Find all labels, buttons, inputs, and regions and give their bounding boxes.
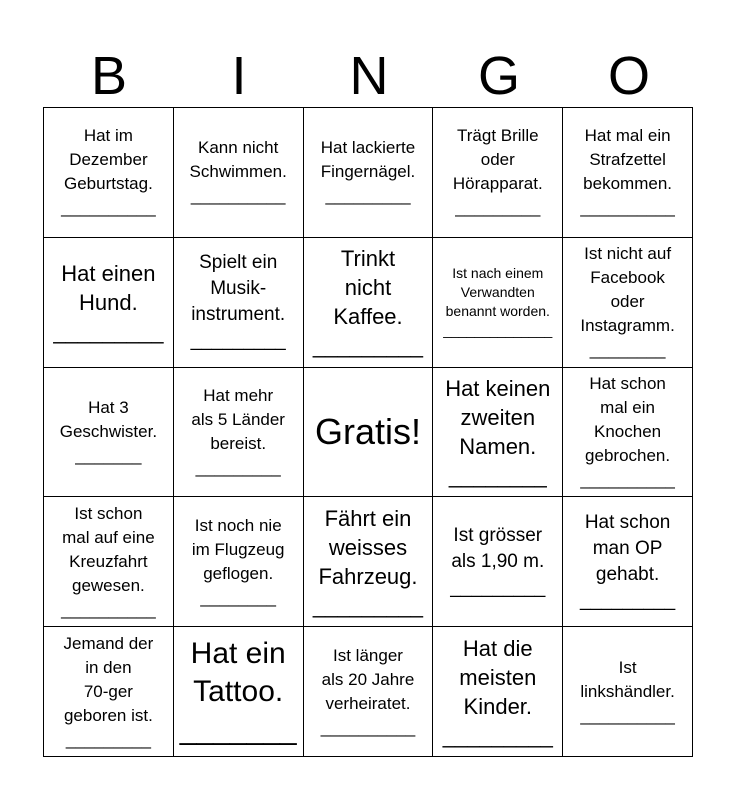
signature-line: __________ — [190, 186, 286, 206]
bingo-cell[interactable] — [44, 368, 174, 498]
bingo-cell[interactable] — [174, 368, 304, 498]
cell-text: Gratis! — [314, 410, 421, 452]
bingo-cell[interactable] — [44, 627, 174, 757]
signature-line: _________ — [325, 186, 411, 206]
bingo-cell[interactable] — [44, 497, 174, 627]
cell-text: Hat lackierte Fingernägel. — [320, 138, 416, 182]
bingo-title — [44, 44, 694, 108]
signature-line: ________ — [448, 462, 547, 488]
cell-text: Ist schon mal auf eine Kreuzfahrt gewesen. — [62, 503, 155, 595]
bingo-cell[interactable] — [174, 238, 304, 368]
bingo-cell[interactable] — [433, 238, 563, 368]
title-letter-g: G — [477, 46, 520, 106]
bingo-cell[interactable] — [433, 368, 563, 498]
cell-text: Hat mal ein Strafzettel bekommen. — [583, 126, 672, 194]
cell-text: Trinkt nicht Kaffee. — [333, 246, 403, 330]
signature-line: __________ — [580, 705, 675, 725]
bingo-cell[interactable] — [563, 627, 693, 757]
bingo-cell[interactable] — [304, 108, 434, 238]
cell-text: Ist noch nie im Flugzeug geflogen. — [191, 515, 285, 583]
bingo-cell[interactable] — [433, 497, 563, 627]
signature-line: _________ — [455, 198, 541, 218]
bingo-cell[interactable] — [304, 627, 434, 757]
bingo-cell[interactable] — [563, 368, 693, 498]
cell-text: Ist grösser als 1,90 m. — [451, 524, 545, 572]
signature-line: _________ — [312, 333, 424, 359]
signature-line: _________ — [580, 589, 676, 611]
bingo-cell[interactable] — [44, 238, 174, 368]
bingo-cell[interactable] — [433, 627, 563, 757]
bingo-cell[interactable] — [44, 108, 174, 238]
signature-line: _________ — [450, 576, 546, 598]
cell-text: Spielt ein Musik- instrument. — [191, 252, 286, 326]
bingo-cell[interactable] — [304, 238, 434, 368]
signature-line: __________ — [320, 717, 416, 737]
bingo-cell[interactable] — [563, 108, 693, 238]
cell-text: Hat ein Tattoo. — [190, 636, 286, 708]
cell-text: Hat die meisten Kinder. — [459, 635, 537, 719]
title-letter-o: O — [607, 46, 650, 106]
signature-line: ______________ — [443, 322, 553, 339]
cell-text: Kann nicht Schwimmen. — [189, 138, 287, 182]
signature-line: _________ — [190, 330, 286, 352]
signature-line: _________ — [312, 592, 424, 618]
cell-text: Hat keinen zweiten Namen. — [445, 375, 551, 459]
bingo-cell[interactable] — [563, 238, 693, 368]
bingo-cell[interactable] — [174, 108, 304, 238]
bingo-cell[interactable] — [433, 108, 563, 238]
cell-text: Ist nicht auf Facebook oder Instagramm. — [580, 244, 675, 336]
title-letter-n: N — [349, 46, 389, 106]
bingo-cell[interactable] — [563, 497, 693, 627]
cell-text: Trägt Brille oder Hörapparat. — [452, 126, 543, 194]
cell-text: Ist linkshändler. — [580, 657, 675, 701]
cell-text: Ist nach einem Verwandten benannt worden. — [445, 265, 550, 320]
signature-line: __________ — [580, 198, 675, 218]
cell-text: Hat einen Hund. — [61, 260, 156, 315]
cell-text: Hat mehr als 5 Länder bereist. — [191, 385, 285, 453]
bingo-cell[interactable] — [174, 497, 304, 627]
signature-line: ________ — [200, 587, 277, 607]
signature-line: ________ — [589, 340, 666, 360]
signature-line: _______ — [75, 445, 142, 465]
cell-text: Fährt ein weisses Fahrzeug. — [318, 505, 418, 589]
signature-line: __________ — [61, 198, 156, 218]
cell-text: Hat 3 Geschwister. — [59, 397, 158, 441]
title-letter-i: I — [231, 46, 247, 106]
signature-line: _______ — [179, 712, 297, 746]
signature-line: __________ — [580, 469, 675, 489]
signature-line: _________ — [195, 457, 281, 477]
title-letter-b: B — [90, 46, 128, 106]
cell-text: Hat schon mal ein Knochen gebrochen. — [585, 373, 671, 465]
cell-text: Ist länger als 20 Jahre verheiratet. — [321, 645, 415, 713]
signature-line: __________ — [61, 599, 156, 619]
free-space[interactable] — [304, 368, 434, 498]
signature-line: _________ — [53, 318, 164, 344]
bingo-cell[interactable] — [304, 497, 434, 627]
cell-text: Jemand der in den 70-ger geboren ist. — [63, 633, 154, 725]
signature-line: _________ — [442, 722, 553, 748]
cell-text: Hat schon man OP gehabt. — [584, 511, 671, 585]
cell-text: Hat im Dezember Geburtstag. — [63, 126, 153, 194]
bingo-grid — [43, 107, 693, 757]
signature-line: _________ — [65, 729, 151, 749]
bingo-cell[interactable] — [174, 627, 304, 757]
